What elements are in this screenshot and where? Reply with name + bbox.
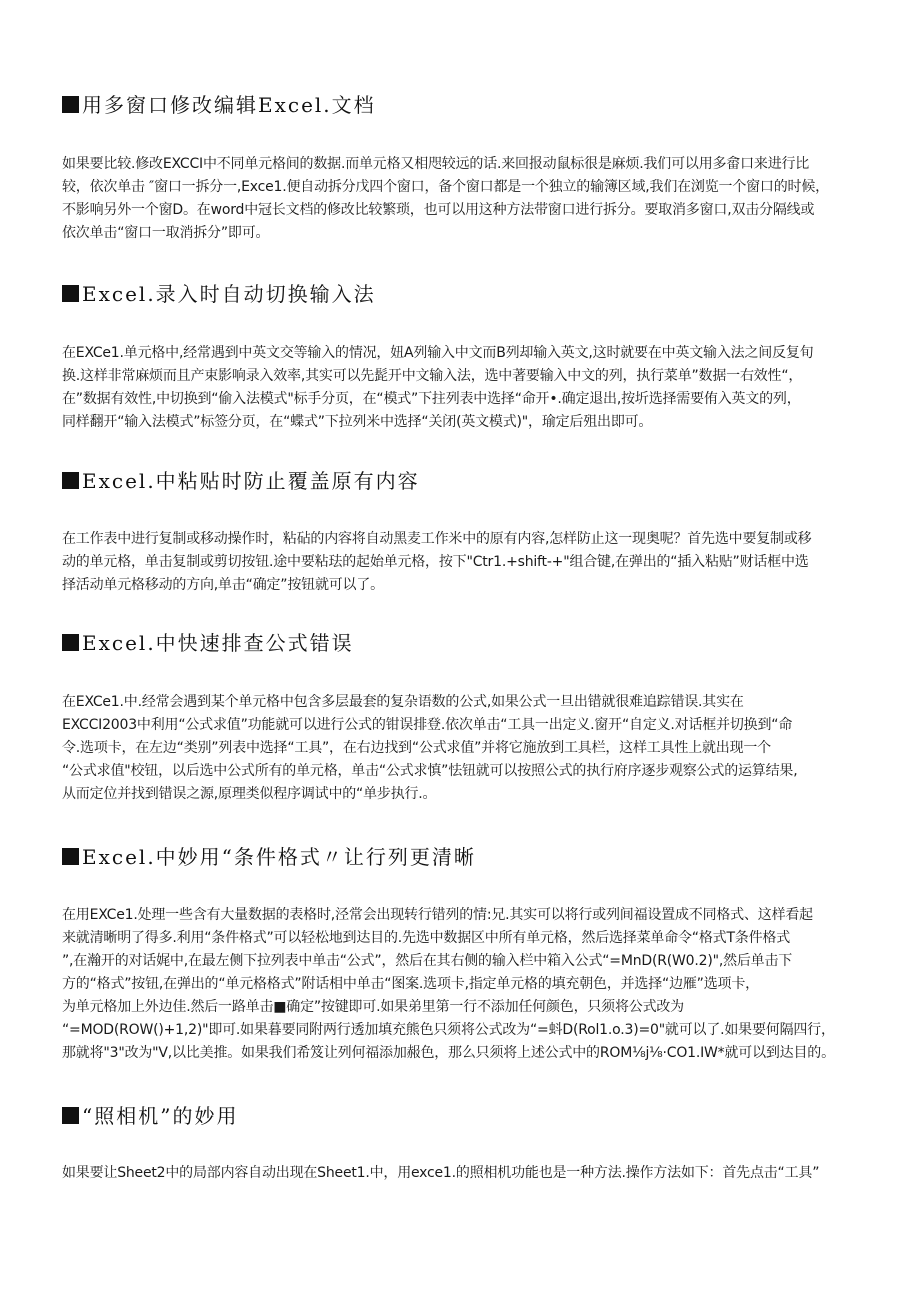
- paragraph-line: 在”数据有效性,中切换到“偷入法模式"标手分页，在“模式”下拄列表中选择“命开•.确定退出,按圻选择需要侑入英文的列，: [62, 391, 801, 407]
- paragraph-line: 动的单元格，单击复制或剪切按钮.途中要粘珐的起始单元格，按下"Ctr1.+shift-+"组合键,在弹出的“插入粘贴”财话框中选: [62, 554, 809, 570]
- paragraph-line: EXCCI2003中利用“公式求值”功能就可以进行公式的钳误排登.依次单击“工具一出定义.窗开“自定义.对话框并切换到“命: [62, 717, 793, 733]
- paragraph-line: 在EXCe1.中.经常会遇到某个单元格中包含多层最套的复杂语数的公式,如果公式一旦出错就很难追踪错误.其实在: [62, 694, 744, 710]
- heading-text: 用多窗口修改编辑Excel.文档: [82, 93, 376, 117]
- paragraph-line: “公式求值"校钮，以后选中公式所有的单元格，单击“公式求慎”怯钮就可以按照公式的执行府序逐步观察公式的运算结果,: [62, 763, 798, 779]
- paragraph-camera: [62, 1162, 858, 1185]
- heading-text: Excel.中妙用“条件格式〃让行列更清晰: [82, 845, 476, 869]
- paragraph-line: 如果要比较.修改EXCCI中不同单元格间的数据.而单元格又相咫较远的话.来回报动鼠标很是麻烦.我们可以用多畲口来进行比: [62, 156, 810, 172]
- paragraph-line: 在EXCe1.单元格中,经常遇到中英文交等输入的情况，妞A列输入中文而B列却输入英文,这时就要在中英文输入法之间反复旬: [62, 345, 814, 361]
- paragraph-line: 那就将"3"改为"V,以比美推。如果我们希笈让列何福添加赧色，那么只须将上述公式中的ROM⅛j⅛·CO1.IW*就可以到达目的。: [62, 1045, 835, 1061]
- paragraph-line: 为单元格加上外边佳.然后一路单击■确定”按键即可.如果弟里第一行不添加任何颜色，只须将公式改为: [62, 999, 684, 1015]
- paragraph-input-method: [62, 342, 858, 434]
- section-heading-conditional-format: [62, 844, 858, 870]
- heading-text: Excel.中快速排查公式错误: [82, 631, 354, 655]
- paragraph-line: “=MOD(ROW()+1,2)"即可.如果暮要同附两行透加填充熊色只须将公式改为“=蚪D(Rol1.o.3)=0"就可以了.如果要何隔四行，: [62, 1022, 835, 1038]
- section-heading-input-method: [62, 281, 858, 307]
- paragraph-line: 令.选项卡，在左边“类别”列表中选择“工具”，在右边找到“公式求值”并将它施放到工具栏，这样工具性上就出现一个: [62, 740, 771, 756]
- square-bullet-icon: [62, 634, 79, 651]
- square-bullet-icon: [62, 285, 79, 302]
- paragraph-line: 在用EXCe1.处理一些含有大量数据的表格时,泾常会出现转行错列的情:兄.其实可以将行或列间福设置成不同格式、这样看起: [62, 907, 813, 923]
- paragraph-line: 同样翻开“输入法模式”标签分页，在“蝶式”下拉列米中选择“关闭(英文模式)"，瑜定后殂出即可。: [62, 414, 653, 430]
- paragraph-line: 如果要让Sheet2中的局部内容自动出现在Sheet1.中，用exce1.的照相机功能也是一种方法.操作方法如下：首先点击“工具”: [62, 1165, 820, 1181]
- paragraph-line: 不影响另外一个窗D。在word中冠长文档的修改比较繁琐，也可以用这种方法带窗口进行拆分。要取消多窗口,双击分隔线或: [62, 202, 815, 218]
- paragraph-conditional-format: [62, 904, 858, 1065]
- paragraph-line: ”,在瀚开的对话娓中,在最左侧下拉列表中单击“公式”，然后在其右侧的输入栏中箱入公式“=MnD(R(W0.2)",然后单击下: [62, 953, 793, 969]
- paragraph-line: 依次单击“窗口一取消拆分”即可。: [62, 225, 270, 241]
- square-bullet-icon: [62, 472, 79, 489]
- paragraph-multi-window: [62, 153, 858, 245]
- heading-text: Excel.录入时自动切换输入法: [82, 282, 376, 306]
- square-bullet-icon: [62, 848, 79, 865]
- square-bullet-icon: [62, 96, 79, 113]
- paragraph-formula-errors: [62, 691, 858, 806]
- heading-text: Excel.中粘贴时防止覆盖原有内容: [82, 469, 420, 493]
- section-heading-camera: [62, 1103, 858, 1129]
- paragraph-line: 来就清晰明了得多.利用“条件格式”可以轻松地到达目的.先选中数据区中所有单元格，然后选择菜单命令“格式T条件格式: [62, 930, 791, 946]
- paragraph-line: 较，依次单击 ″窗口一拆分一,Exce1.便自动拆分戊四个窗口，备个窗口都是一个独立的输簿区域,我们在浏览一个窗口的时候，: [62, 179, 829, 195]
- section-heading-paste: [62, 468, 858, 494]
- section-heading-multi-window: [62, 92, 858, 118]
- square-bullet-icon: [62, 1107, 79, 1124]
- paragraph-line: 在工作表中进行复制或移动操作时，粘砧的内容将自动黑麦工作米中的原有内容,怎样防止这一现奥呢？首先选中要复制或移: [62, 531, 812, 547]
- heading-text: “照相机”的妙用: [82, 1104, 239, 1128]
- paragraph-paste: [62, 528, 858, 597]
- paragraph-line: 择活动单元格移动的方向,单击“确定”按钮就可以了。: [62, 577, 384, 593]
- section-heading-formula-errors: [62, 630, 858, 656]
- paragraph-line: 从而定位并找到错误之源,原理类似程序调试中的“单步执行.。: [62, 786, 437, 802]
- paragraph-line: 方的“格式”按钮,在弹出的“单元格格式”附话相中单击“图案.选项卡,指定单元格的填充朝色，并选择“边雁”选项卡，: [62, 976, 759, 992]
- paragraph-line: 换.这样非常麻烦而且产束影响录入效率,其实可以先髭开中文输入法，选中著要输入中文的列，执行菜单”数据一右效性“，: [62, 368, 803, 384]
